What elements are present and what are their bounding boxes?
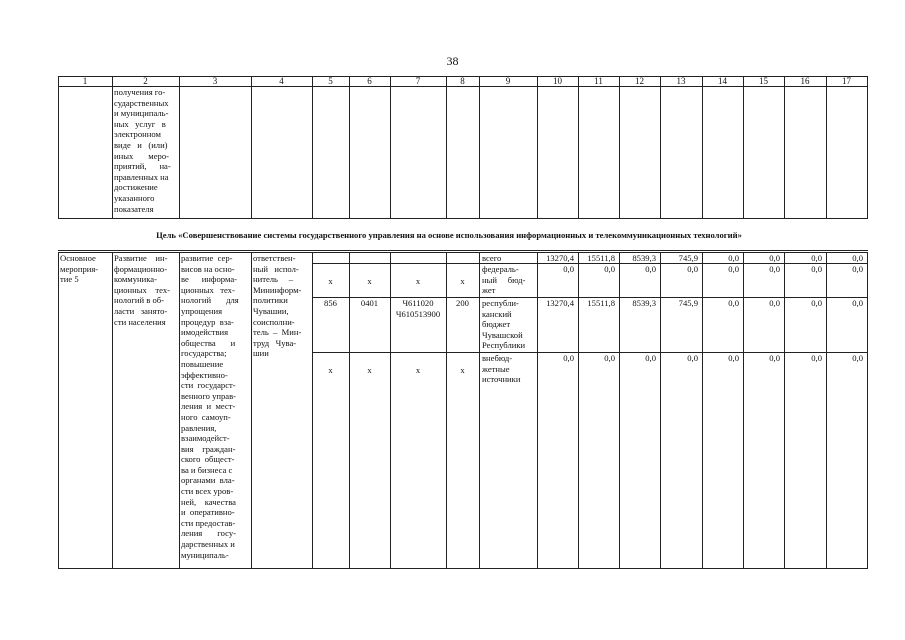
- column-number-1: 1: [82, 76, 88, 86]
- table-vertical-rule: [537, 76, 538, 219]
- column-number-12: 12: [635, 76, 644, 86]
- column-number-4: 4: [279, 76, 284, 86]
- table-vertical-rule: [479, 252, 480, 569]
- amount-v14: 0,0: [728, 253, 739, 263]
- table-vertical-rule: [619, 76, 620, 219]
- budget-code-c5: х: [328, 276, 333, 286]
- table-vertical-rule: [867, 252, 868, 569]
- amount-v12: 0,0: [645, 353, 656, 363]
- amount-v16: 0,0: [811, 264, 822, 274]
- table-vertical-rule: [784, 76, 785, 219]
- amount-v15: 0,0: [769, 353, 780, 363]
- budget-code-c6: х: [367, 276, 372, 286]
- budget-code-c8: 200: [456, 298, 469, 308]
- table-vertical-rule: [826, 76, 827, 219]
- column-number-13: 13: [676, 76, 686, 86]
- amount-v12: 0,0: [645, 264, 656, 274]
- column-number-8: 8: [460, 76, 465, 86]
- budget-code-c7: х: [415, 365, 421, 375]
- amount-v15: 0,0: [769, 298, 780, 308]
- column-number-9: 9: [505, 76, 511, 86]
- budget-code-c8: х: [460, 365, 465, 375]
- amount-v13: 745,9: [678, 298, 698, 308]
- table-horizontal-rule: [58, 250, 868, 251]
- table-vertical-rule: [390, 76, 391, 219]
- column-number-11: 11: [594, 76, 603, 86]
- column-number-7: 7: [415, 76, 421, 86]
- amount-v10: 0,0: [563, 353, 574, 363]
- amount-v11: 15511,8: [587, 298, 615, 308]
- budget-code-c6: х: [367, 365, 372, 375]
- budget-code-c7: Ч611020 Ч610513900: [395, 298, 441, 319]
- table-vertical-rule: [179, 252, 180, 569]
- table-vertical-rule: [743, 76, 744, 219]
- column-number-16: 16: [800, 76, 810, 86]
- goal-heading: Цель «Совершенствование системы государственного управления на основе использования информационных и телекоммуникационных технологий»: [156, 230, 742, 240]
- table-vertical-rule: [349, 76, 350, 219]
- budget-code-c5: 856: [324, 298, 337, 308]
- amount-v14: 0,0: [728, 298, 739, 308]
- table-vertical-rule: [58, 252, 59, 569]
- table-vertical-rule: [702, 76, 703, 219]
- column-number-17: 17: [842, 76, 851, 86]
- amount-v13: 0,0: [687, 264, 698, 274]
- amount-v12: 8539,3: [632, 298, 656, 308]
- amount-v11: 0,0: [604, 353, 615, 363]
- column-number-2: 2: [143, 76, 148, 86]
- amount-v17: 0,0: [852, 298, 863, 308]
- table-vertical-rule: [479, 76, 480, 219]
- amount-v10: 13270,4: [546, 298, 574, 308]
- table-vertical-rule: [251, 76, 252, 219]
- table-vertical-rule: [179, 76, 180, 219]
- amount-v11: 0,0: [604, 264, 615, 274]
- table-vertical-rule: [660, 76, 661, 219]
- responsible-executor: ответствен- ный испол- нитель – Мининформ- политики Чувашии, соисполни- тель – Мин- труд Чува- шии: [253, 253, 302, 359]
- main-measure-name: Развитие ин- формационно- коммуника- ционных тех- нологий в об- ласти занято- сти населения: [114, 253, 170, 327]
- amount-v16: 0,0: [811, 253, 822, 263]
- amount-v14: 0,0: [728, 264, 739, 274]
- amount-v12: 8539,3: [632, 253, 656, 263]
- table-vertical-rule: [312, 76, 313, 219]
- page-number: 38: [446, 54, 459, 68]
- table-vertical-rule: [112, 252, 113, 569]
- funding-source: федераль- ный бюд- жет: [482, 264, 526, 296]
- amount-v11: 15511,8: [587, 253, 615, 263]
- main-measure-goal: развитие сер- висов на осно- ве информа- ционных тех- нологий для упрощения процедур вза- имодействия общества и государства; повышение эффективно- сти государст- венного управ- ления и мест- ного самоуп- равления, взаимодейст- вия граждан- ского общест- ва и бизнеса с органами вла- сти всех уров- ней, качества и оперативно- сти предостав- ления госу- дарственных и муниципаль-: [181, 253, 239, 560]
- amount-v15: 0,0: [769, 253, 780, 263]
- budget-code-c5: х: [328, 365, 333, 375]
- budget-code-c8: х: [460, 276, 465, 286]
- table-vertical-rule: [578, 76, 579, 219]
- column-number-3: 3: [212, 76, 218, 86]
- funding-source: всего: [482, 253, 502, 263]
- column-number-6: 6: [367, 76, 372, 86]
- funding-source: внебюд- жетные источники: [482, 353, 521, 385]
- table-vertical-rule: [867, 76, 868, 219]
- amount-v15: 0,0: [769, 264, 780, 274]
- amount-v13: 0,0: [687, 353, 698, 363]
- amount-v17: 0,0: [852, 253, 863, 263]
- budget-code-c7: х: [415, 276, 421, 286]
- amount-v10: 0,0: [563, 264, 574, 274]
- column-number-10: 10: [553, 76, 562, 86]
- table-vertical-rule: [112, 76, 113, 219]
- amount-v10: 13270,4: [546, 253, 574, 263]
- table-vertical-rule: [251, 252, 252, 569]
- amount-v14: 0,0: [728, 353, 739, 363]
- amount-v13: 745,9: [678, 253, 698, 263]
- main-measure-number: Основное мероприя- тие 5: [60, 253, 99, 285]
- amount-v16: 0,0: [811, 298, 822, 308]
- amount-v17: 0,0: [852, 353, 863, 363]
- table-horizontal-rule: [58, 218, 868, 219]
- column-number-14: 14: [718, 76, 727, 86]
- table-vertical-rule: [58, 76, 59, 219]
- table-vertical-rule: [446, 76, 447, 219]
- amount-v16: 0,0: [811, 353, 822, 363]
- continued-measure-name: получения го- сударственных и муниципаль- ных услуг в электронном виде и (или) иных меро- приятий, на- правленных на достижение указанного показателя: [114, 87, 171, 214]
- column-number-15: 15: [759, 76, 768, 86]
- funding-source: республи- канский бюджет Чувашской Республики: [482, 298, 526, 351]
- amount-v17: 0,0: [852, 264, 863, 274]
- budget-code-c6: 0401: [360, 298, 379, 308]
- column-number-5: 5: [328, 76, 333, 86]
